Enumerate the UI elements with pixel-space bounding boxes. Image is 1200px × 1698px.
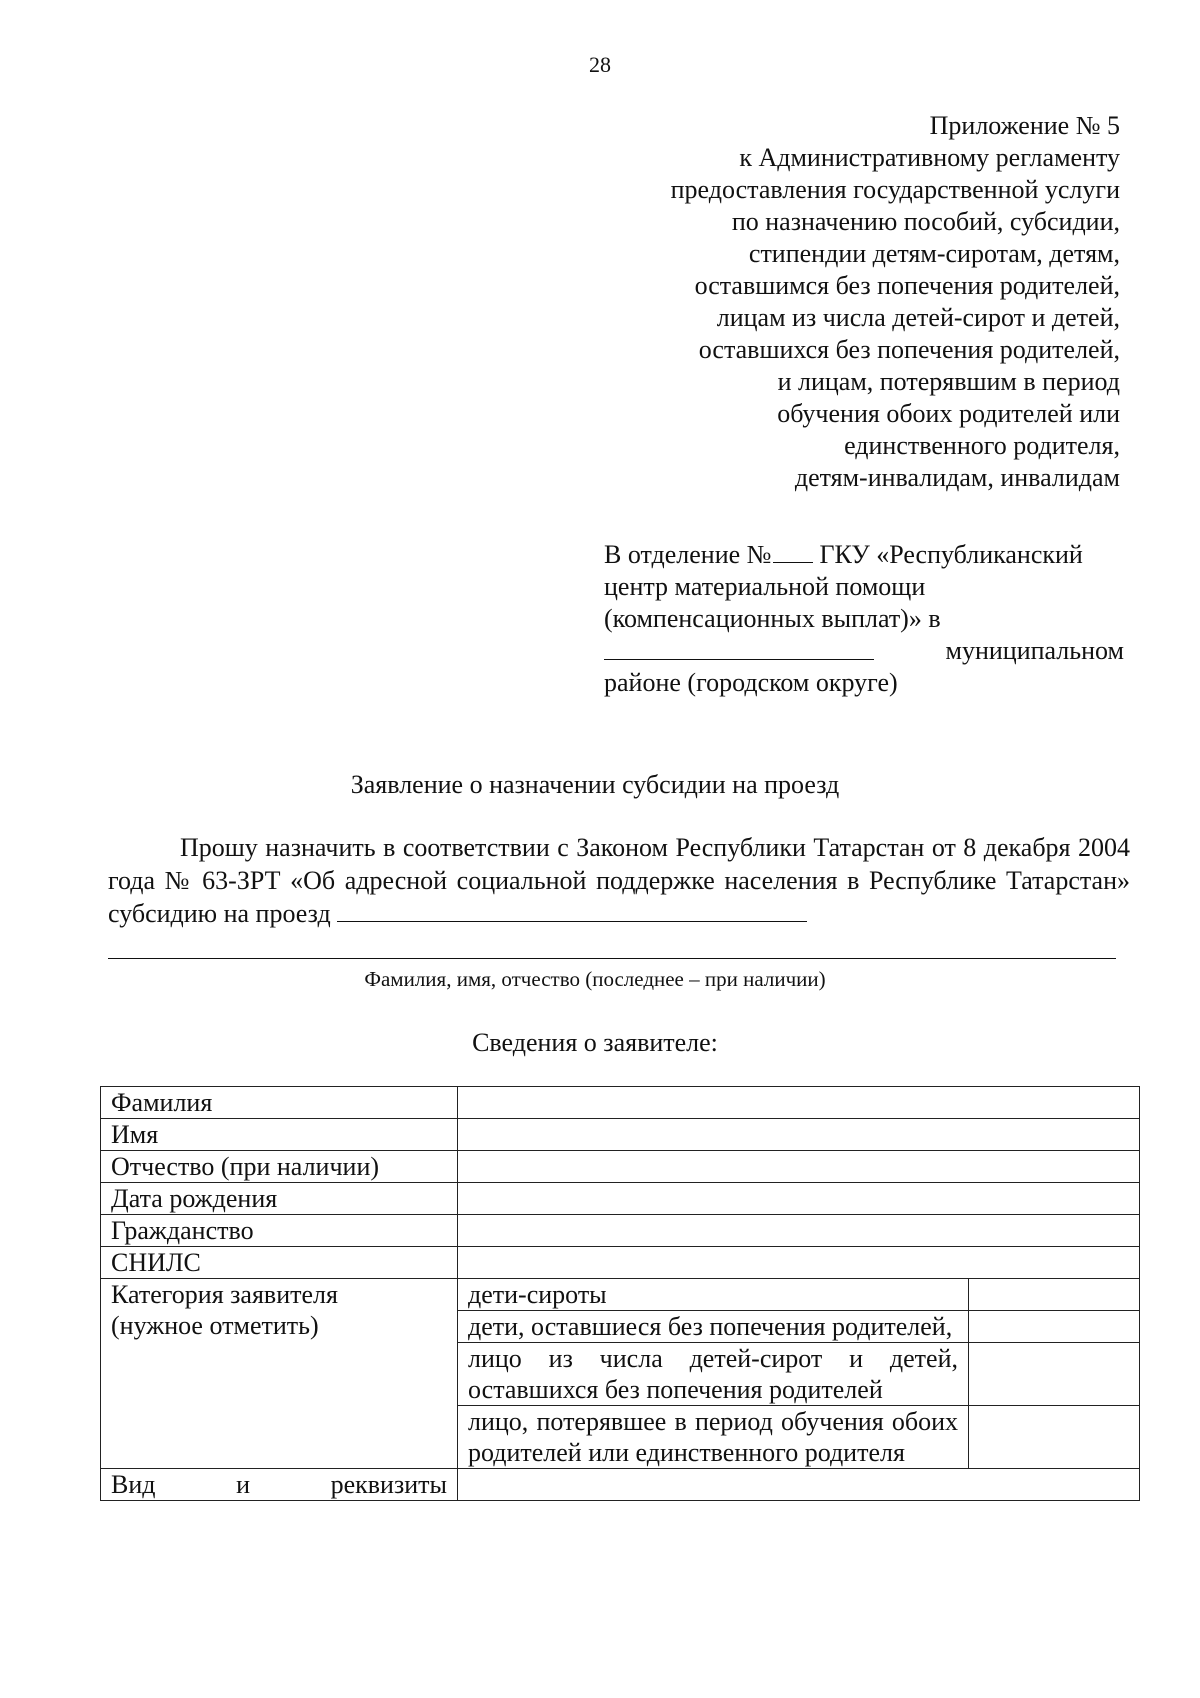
page-number: 28: [589, 52, 611, 77]
document-details-label: [111, 1469, 447, 1500]
applicant-info-table: [100, 1086, 1140, 1501]
appendix-header: [560, 110, 1120, 494]
applicant-name-line[interactable]: [108, 958, 1116, 959]
label-word: и: [236, 1470, 250, 1499]
category-label-line: Категория заявителя: [111, 1280, 338, 1309]
row-label: Фамилия: [101, 1087, 458, 1119]
row-value-cell[interactable]: [458, 1151, 1140, 1183]
table-row: [101, 1119, 1140, 1151]
table-row: [101, 1087, 1140, 1119]
category-option: дети-сироты: [458, 1279, 969, 1311]
row-value-cell[interactable]: [458, 1247, 1140, 1279]
application-text: [108, 831, 1130, 930]
category-checkbox-cell[interactable]: [969, 1406, 1140, 1469]
table-row: [101, 1469, 1140, 1501]
appendix-line: стипендии детям-сиротам, детям,: [748, 239, 1120, 268]
addressee-block: [604, 538, 1124, 699]
row-label: [101, 1469, 458, 1501]
appendix-line: детям-инвалидам, инвалидам: [794, 463, 1120, 492]
appendix-line: лицам из числа детей-сирот и детей,: [716, 303, 1120, 332]
label-word: Вид: [111, 1470, 156, 1499]
district-suffix: муниципальном: [945, 636, 1124, 665]
category-checkbox-cell[interactable]: [969, 1343, 1140, 1406]
row-value-cell[interactable]: [458, 1215, 1140, 1247]
appendix-line: оставшимся без попечения родителей,: [694, 271, 1120, 300]
row-value-cell[interactable]: [458, 1183, 1140, 1215]
label-word: реквизиты: [330, 1470, 447, 1499]
appendix-line: Приложение № 5: [929, 111, 1120, 140]
document-title: Заявление о назначении субсидии на проезд: [350, 770, 840, 799]
row-label: Отчество (при наличии): [101, 1151, 458, 1183]
row-label: Дата рождения: [101, 1183, 458, 1215]
department-suffix: ГКУ «Республиканский: [819, 540, 1083, 569]
appendix-line: оставшихся без попечения родителей,: [698, 335, 1120, 364]
district-name-blank[interactable]: [604, 635, 874, 660]
row-label: Гражданство: [101, 1215, 458, 1247]
category-option: лицо, потерявшее в период обучения обоих родителей или единственного родителя: [458, 1406, 969, 1469]
table-row: [101, 1151, 1140, 1183]
category-checkbox-cell[interactable]: [969, 1279, 1140, 1311]
table-row: [101, 1247, 1140, 1279]
category-checkbox-cell[interactable]: [969, 1311, 1140, 1343]
department-number-blank[interactable]: [773, 538, 813, 563]
addressee-line-3: (компенсационных выплат)» в: [604, 604, 941, 633]
row-label: Имя: [101, 1119, 458, 1151]
category-row: [101, 1279, 1140, 1311]
appendix-line: единственного родителя,: [844, 431, 1120, 460]
name-caption: Фамилия, имя, отчество (последнее – при наличии): [364, 967, 826, 991]
appendix-line: предоставления государственной услуги: [670, 175, 1120, 204]
row-value-cell[interactable]: [458, 1087, 1140, 1119]
row-value-cell[interactable]: [458, 1119, 1140, 1151]
appendix-line: обучения обоих родителей или: [777, 399, 1120, 428]
department-prefix: В отделение №: [604, 540, 772, 569]
addressee-line-1: [604, 538, 1124, 571]
addressee-line-5: районе (городском округе): [604, 668, 898, 697]
category-option: дети, оставшиеся без попечения родителей,: [458, 1311, 969, 1343]
category-label: [101, 1279, 458, 1469]
row-label: СНИЛС: [101, 1247, 458, 1279]
appendix-line: и лицам, потерявшим в период: [777, 367, 1120, 396]
row-value-cell[interactable]: [458, 1469, 1140, 1501]
table-row: [101, 1183, 1140, 1215]
addressee-line-2: центр материальной помощи: [604, 572, 926, 601]
table-row: [101, 1215, 1140, 1247]
application-sentence: Прошу назначить в соответствии с Законом Республики Татарстан от 8 декабря 2004 года № 63-ЗРТ «Об адресной социальной поддержке населения в Республике Татарстан» субсидию на проезд: [108, 833, 1130, 928]
section-title: Сведения о заявителе:: [472, 1028, 718, 1057]
appendix-line: к Административному регламенту: [739, 143, 1120, 172]
appendix-line: по назначению пособий, субсидии,: [731, 207, 1120, 236]
category-option: лицо из числа детей-сирот и детей, оставшихся без попечения родителей: [458, 1343, 969, 1406]
category-label-line: (нужное отметить): [111, 1311, 319, 1340]
applicant-name-blank[interactable]: [337, 899, 807, 922]
addressee-line-4: [604, 635, 1124, 667]
